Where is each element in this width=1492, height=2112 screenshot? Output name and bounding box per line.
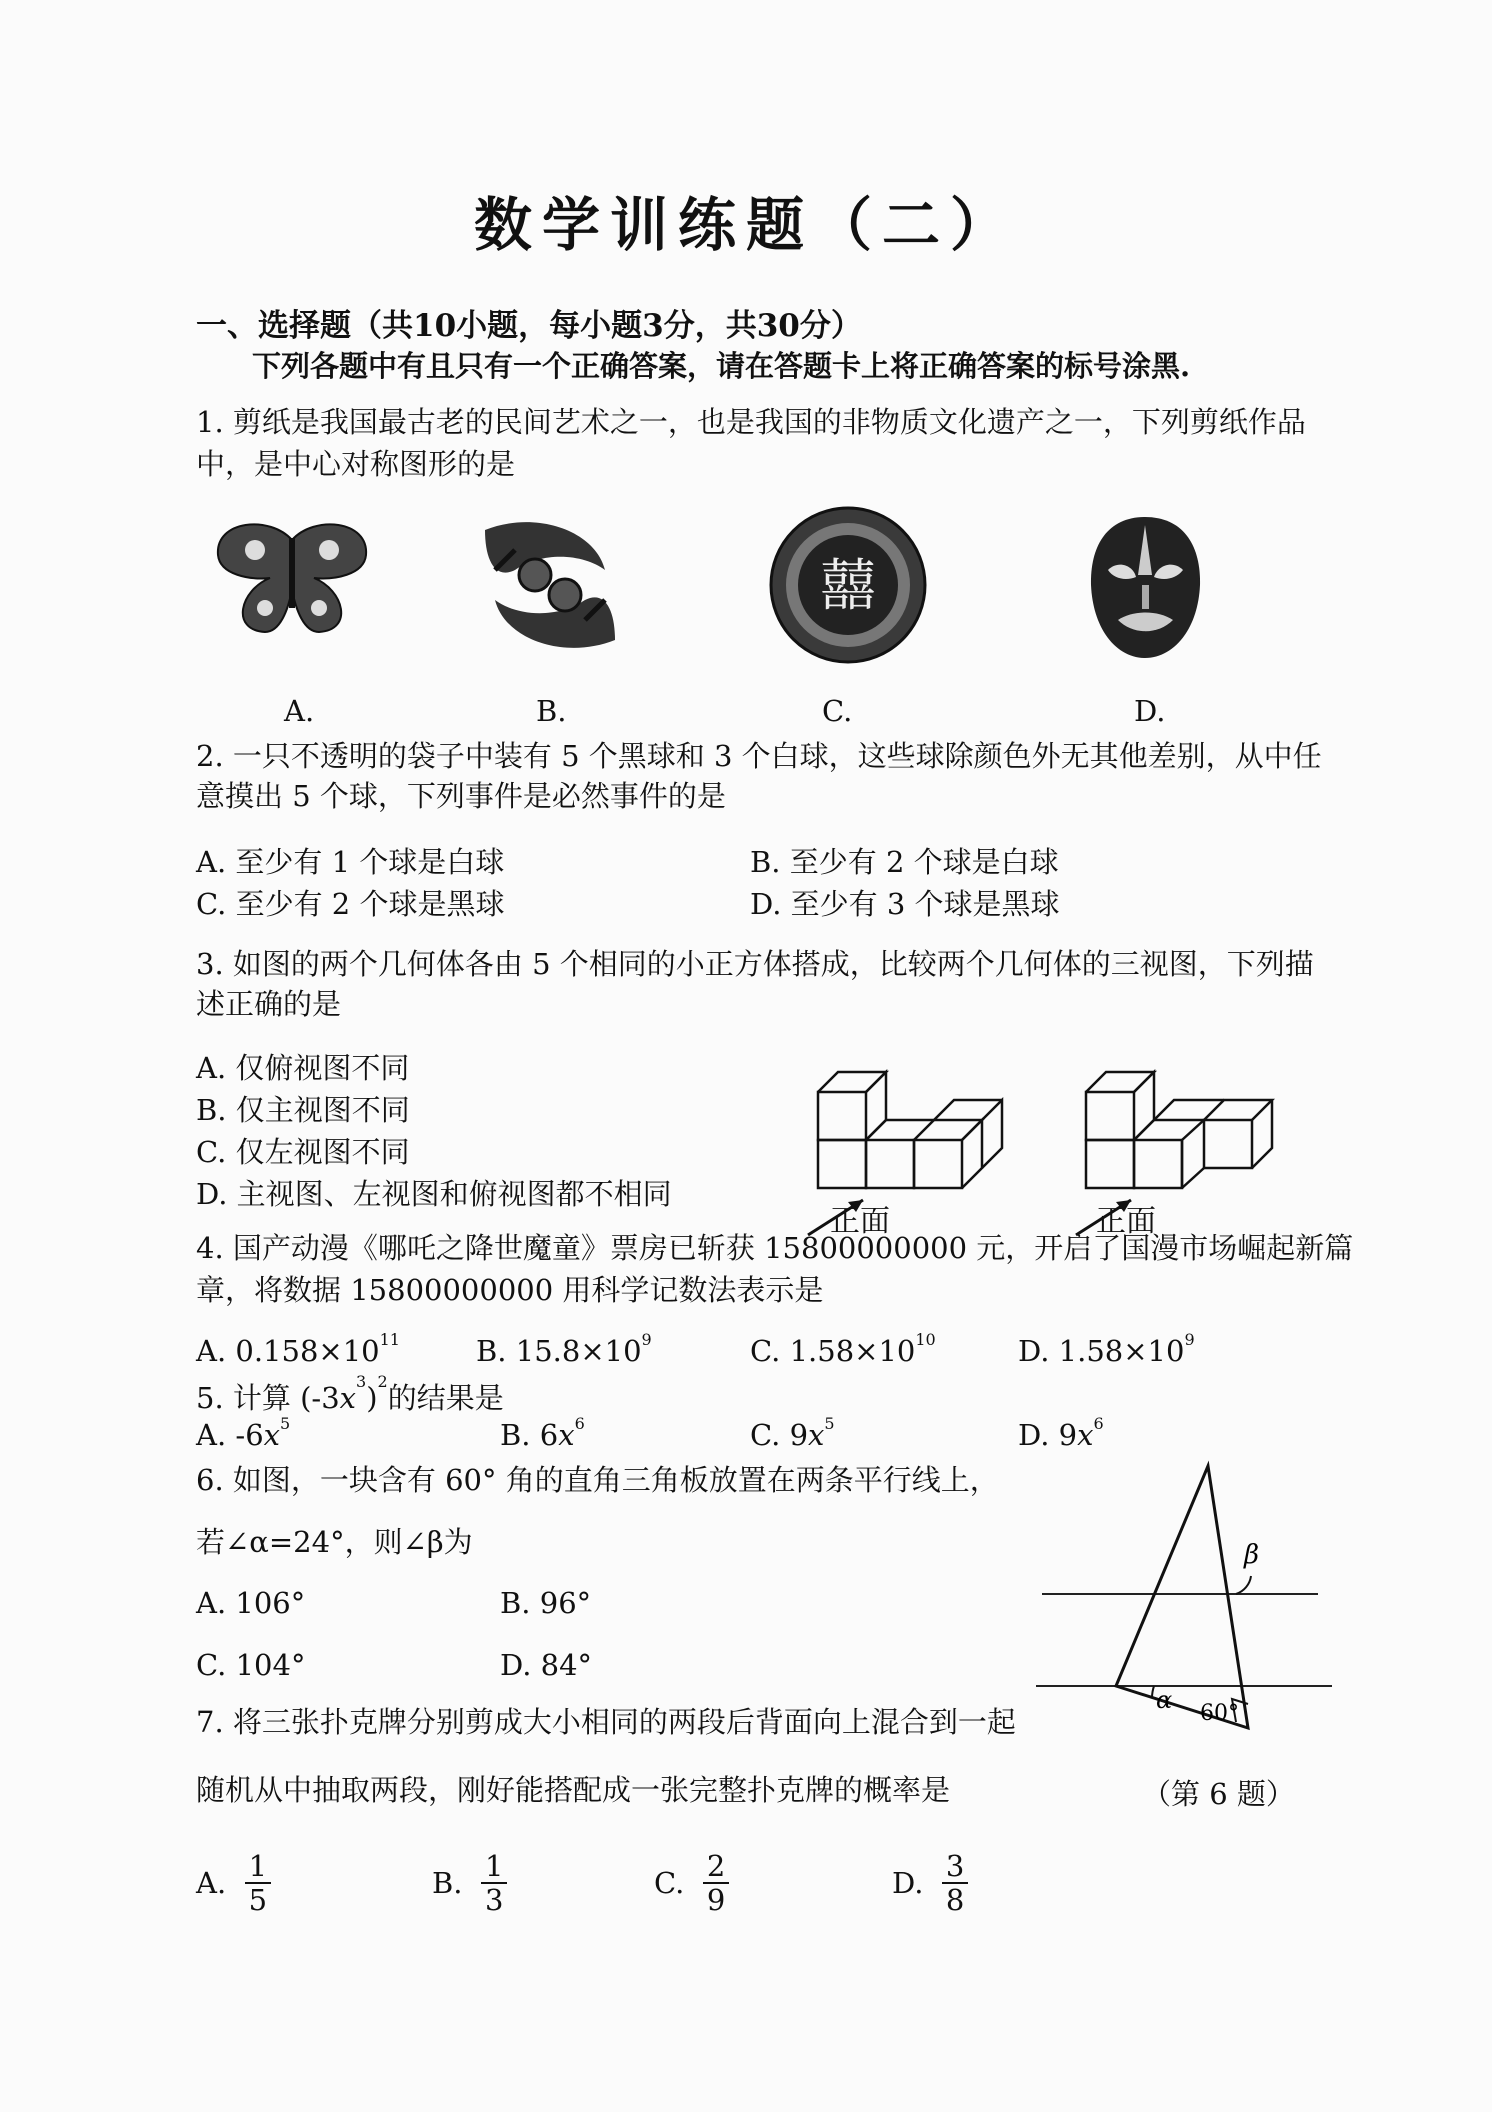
q7-option-a: A. $\frac{1}{5}$ bbox=[196, 1850, 271, 1916]
q2-option-d: D. 至少有 3 个球是黑球 bbox=[750, 887, 1060, 921]
q6-triangle-figure bbox=[1036, 1466, 1336, 1746]
q6-alpha-label: α bbox=[1156, 1686, 1173, 1714]
q3-stem-line2: 述正确的是 bbox=[196, 987, 342, 1021]
q7-stem-line2: 随机从中抽取两段，刚好能搭配成一张完整扑克牌的概率是 bbox=[196, 1773, 951, 1807]
page-title: 数学训练题（二） bbox=[473, 191, 1018, 259]
q4-stem-line1: 4. 国产动漫《哪吒之降世魔童》票房已斩获 15800000000 元，开启了国漫市场崛起新篇 bbox=[196, 1231, 1354, 1265]
happiness-glyph: 囍 bbox=[820, 554, 876, 619]
section-heading: 一、选择题（共10小题，每小题3分，共30分） bbox=[196, 308, 862, 344]
q3-option-b: B. 仅主视图不同 bbox=[196, 1093, 410, 1127]
q2-option-a: A. 至少有 1 个球是白球 bbox=[196, 845, 505, 879]
section-instruction: 下列各题中有且只有一个正确答案，请在答题卡上将正确答案的标号涂黑. bbox=[252, 349, 1191, 383]
q2-option-b: B. 至少有 2 个球是白球 bbox=[750, 845, 1059, 879]
q2-stem-line1: 2. 一只不透明的袋子中装有 5 个黑球和 3 个白球，这些球除颜色外无其他差别，从中任 bbox=[196, 739, 1322, 773]
opera-mask-papercut-image bbox=[1088, 515, 1203, 660]
q6-option-d: D. 84° bbox=[500, 1648, 593, 1682]
q1-label-b: B. bbox=[536, 694, 567, 728]
q6-option-a: A. 106° bbox=[196, 1586, 306, 1620]
q3-option-a: A. 仅俯视图不同 bbox=[196, 1051, 410, 1085]
q3-front-label-2: 正面 bbox=[1096, 1204, 1156, 1239]
q4-option-a: A. $0.158\times 10^{11}$ bbox=[196, 1330, 400, 1368]
q6-stem-line1: 6. 如图，一块含有 60° 角的直角三角板放置在两条平行线上， bbox=[196, 1463, 999, 1497]
q5-option-d: D. $9x^6$ bbox=[1018, 1414, 1104, 1452]
q6-option-c: C. 104° bbox=[196, 1648, 306, 1682]
q1-label-c: C. bbox=[822, 694, 853, 728]
q3-option-d: D. 主视图、左视图和俯视图都不相同 bbox=[196, 1177, 672, 1211]
q6-option-b: B. 96° bbox=[500, 1586, 592, 1620]
q7-option-d: D. $\frac{3}{8}$ bbox=[892, 1850, 968, 1916]
q2-option-c: C. 至少有 2 个球是黑球 bbox=[196, 887, 505, 921]
q7-option-b: B. $\frac{1}{3}$ bbox=[432, 1850, 507, 1916]
q3-stem-line1: 3. 如图的两个几何体各由 5 个相同的小正方体搭成，比较两个几何体的三视图，下列描 bbox=[196, 947, 1314, 981]
q7-stem-line1: 7. 将三张扑克牌分别剪成大小相同的两段后背面向上混合到一起 bbox=[196, 1705, 1016, 1739]
q5-stem: 5. 计算 $(-3x^3)^2$的结果是 bbox=[196, 1372, 504, 1415]
q5-option-a: A. $-6x^5$ bbox=[196, 1414, 291, 1452]
q1-label-d: D. bbox=[1134, 694, 1166, 728]
q6-stem-line2: 若∠α=24°，则∠β为 bbox=[196, 1525, 473, 1559]
q3-front-label-1: 正面 bbox=[830, 1204, 890, 1239]
q4-option-c: C. $1.58\times 10^{10}$ bbox=[750, 1330, 936, 1368]
q5-option-c: C. $9x^5$ bbox=[750, 1414, 835, 1452]
q6-sixty-degree-label: 60° bbox=[1200, 1701, 1239, 1726]
q6-figure-caption: （第 6 题） bbox=[1142, 1777, 1295, 1811]
q2-stem-line2: 意摸出 5 个球，下列事件是必然事件的是 bbox=[196, 779, 726, 813]
fish-papercut-image bbox=[475, 510, 625, 660]
q7-option-c: C. $\frac{2}{9}$ bbox=[654, 1850, 729, 1916]
q4-stem-line2: 章，将数据 15800000000 用科学记数法表示是 bbox=[196, 1273, 824, 1307]
double-happiness-papercut-image bbox=[768, 505, 928, 665]
q1-stem-line1: 1. 剪纸是我国最古老的民间艺术之一，也是我国的非物质文化遗产之一，下列剪纸作品 bbox=[196, 405, 1306, 439]
q4-option-d: D. $1.58\times 10^9$ bbox=[1018, 1330, 1195, 1368]
q5-option-b: B. $6x^6$ bbox=[500, 1414, 585, 1452]
q1-label-a: A. bbox=[284, 694, 315, 728]
q1-stem-line2: 中，是中心对称图形的是 bbox=[196, 447, 516, 481]
q3-option-c: C. 仅左视图不同 bbox=[196, 1135, 410, 1169]
butterfly-papercut-image bbox=[210, 520, 375, 640]
q4-option-b: B. $15.8\times 10^9$ bbox=[476, 1330, 652, 1368]
q6-beta-label: β bbox=[1244, 1540, 1260, 1570]
